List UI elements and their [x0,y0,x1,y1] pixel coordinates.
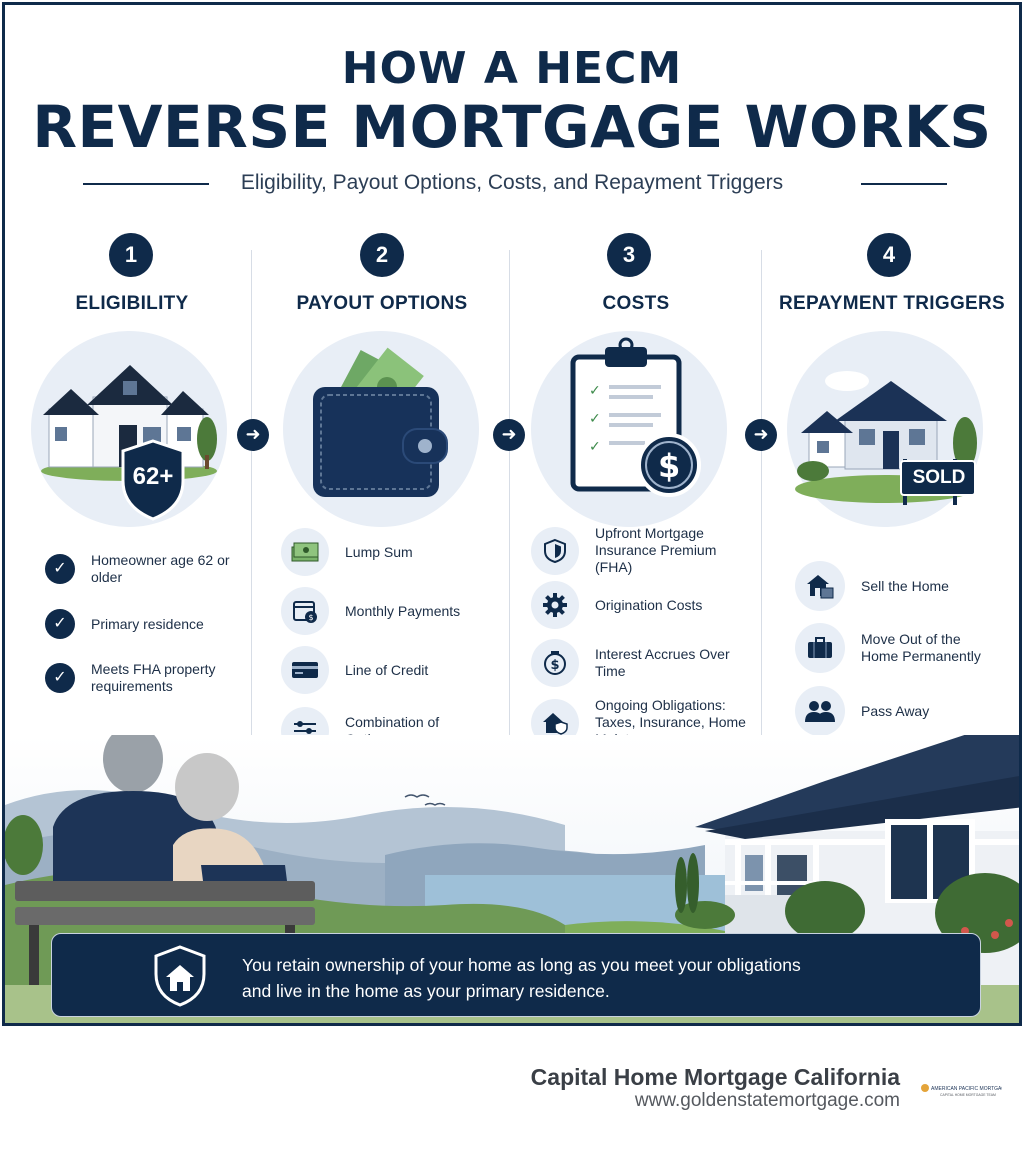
banner-message [242,952,942,1004]
svg-text:AMERICAN PACIFIC MORTGAGE: AMERICAN PACIFIC MORTGAGE [931,1086,1002,1092]
eligibility-item-text: Meets FHA property requirements [91,661,216,694]
list-item [45,552,241,586]
step-number-3: 3 [607,233,651,277]
list-item [281,646,495,694]
list-item [45,661,231,695]
cash-icon [281,528,329,576]
banner-line-1: You retain ownership of your home as long as you meet your obligations [242,955,801,975]
column-title-costs: COSTS [602,293,670,314]
list-item [531,525,755,576]
check-icon: ✓ [45,663,75,693]
cost-item-text: Interest Accrues Over Time [595,646,730,679]
footer-website-link[interactable]: www.goldenstatemortgage.com [634,1090,900,1111]
gear-icon [531,581,579,629]
title-line-1: HOW A HECM [341,43,683,94]
clipboard-icon [531,331,727,527]
list-item [45,609,241,639]
svg-text:CAPITAL HOME MORTGAGE TEAM: CAPITAL HOME MORTGAGE TEAM [940,1093,996,1097]
column-title-eligibility: ELIGIBILITY [75,293,189,314]
payout-item-text: Monthly Payments [345,602,461,619]
list-item [795,623,1001,673]
suitcase-icon [795,623,845,673]
banner-line-2: and live in the home as your primary residence. [242,981,610,1001]
calendar-dollar-icon [281,587,329,635]
eligibility-item-text: Homeowner age 62 or older [91,552,230,585]
payout-item-text: Lump Sum [345,543,413,560]
list-item [531,639,755,687]
svg-text:$: $ [658,447,681,485]
step-number-1: 1 [109,233,153,277]
column-payout-options [257,233,507,753]
list-item [795,686,1001,736]
list-item [531,581,755,629]
arrow-right-icon: ➜ [493,419,525,451]
eligibility-item-text: Primary residence [91,615,204,632]
house-sale-icon [795,561,845,611]
infographic-poster [2,2,1022,1026]
column-divider-3 [761,250,762,755]
footer-brand-name: Capital Home Mortgage California [530,1064,900,1090]
dollar-icon [531,639,579,687]
sold-house-illustration [787,331,983,527]
people-icon [795,686,845,736]
arrow-right-icon: ➜ [237,419,269,451]
check-icon: ✓ [45,609,75,639]
title-line-2: REVERSE MORTGAGE WORKS [32,93,992,161]
arrow-right-icon: ➜ [745,419,777,451]
cost-item-text: Origination Costs [595,596,703,613]
column-divider-2 [509,250,510,755]
step-number-2: 2 [360,233,404,277]
list-item [281,587,495,635]
house-icon [31,331,227,527]
clipboard-illustration [531,331,727,527]
cost-item-text: Upfront Mortgage Insurance Premium (FHA) [595,525,717,575]
trigger-item-text: Pass Away [861,702,930,719]
ownership-banner [51,933,981,1017]
house-icon [787,331,983,527]
step-number-4: 4 [867,233,911,277]
home-shield-icon [152,944,208,1008]
american-pacific-mortgage-logo [920,1082,1002,1100]
trigger-item-text: Move Out of the Home Permanently [861,631,981,664]
check-icon: ✓ [45,554,75,584]
list-item [795,561,1011,611]
svg-text:$: $ [550,658,560,673]
sold-sign: SOLD [912,467,966,488]
wallet-illustration [283,331,479,527]
list-item [281,528,495,576]
payout-item-text: Combination of [345,714,440,730]
column-title-repayment-triggers: REPAYMENT TRIGGERS [778,293,1006,314]
column-costs [511,233,761,753]
trigger-item-text: Sell the Home [861,577,949,594]
svg-text:✓: ✓ [589,383,601,399]
payout-item-text: Line of Credit [345,661,429,678]
subtitle-row [5,171,1019,201]
column-title-payout-options: PAYOUT OPTIONS [296,293,468,314]
svg-text:✓: ✓ [589,411,601,427]
svg-text:✓: ✓ [589,439,601,455]
cost-item-text: Ongoing Obligations: Taxes, Insurance, Home [595,697,746,730]
house-62-illustration [31,331,227,527]
column-eligibility [7,233,257,753]
wallet-icon [283,331,479,527]
credit-card-icon [281,646,329,694]
shield-icon [531,527,579,575]
svg-text:$: $ [308,613,314,622]
subtitle: Eligibility, Payout Options, Costs, and Repayment Triggers [240,171,784,194]
age-62-badge: 62+ [132,463,174,490]
column-repayment-triggers [767,233,1017,753]
subtitle-rule-right [861,183,947,185]
